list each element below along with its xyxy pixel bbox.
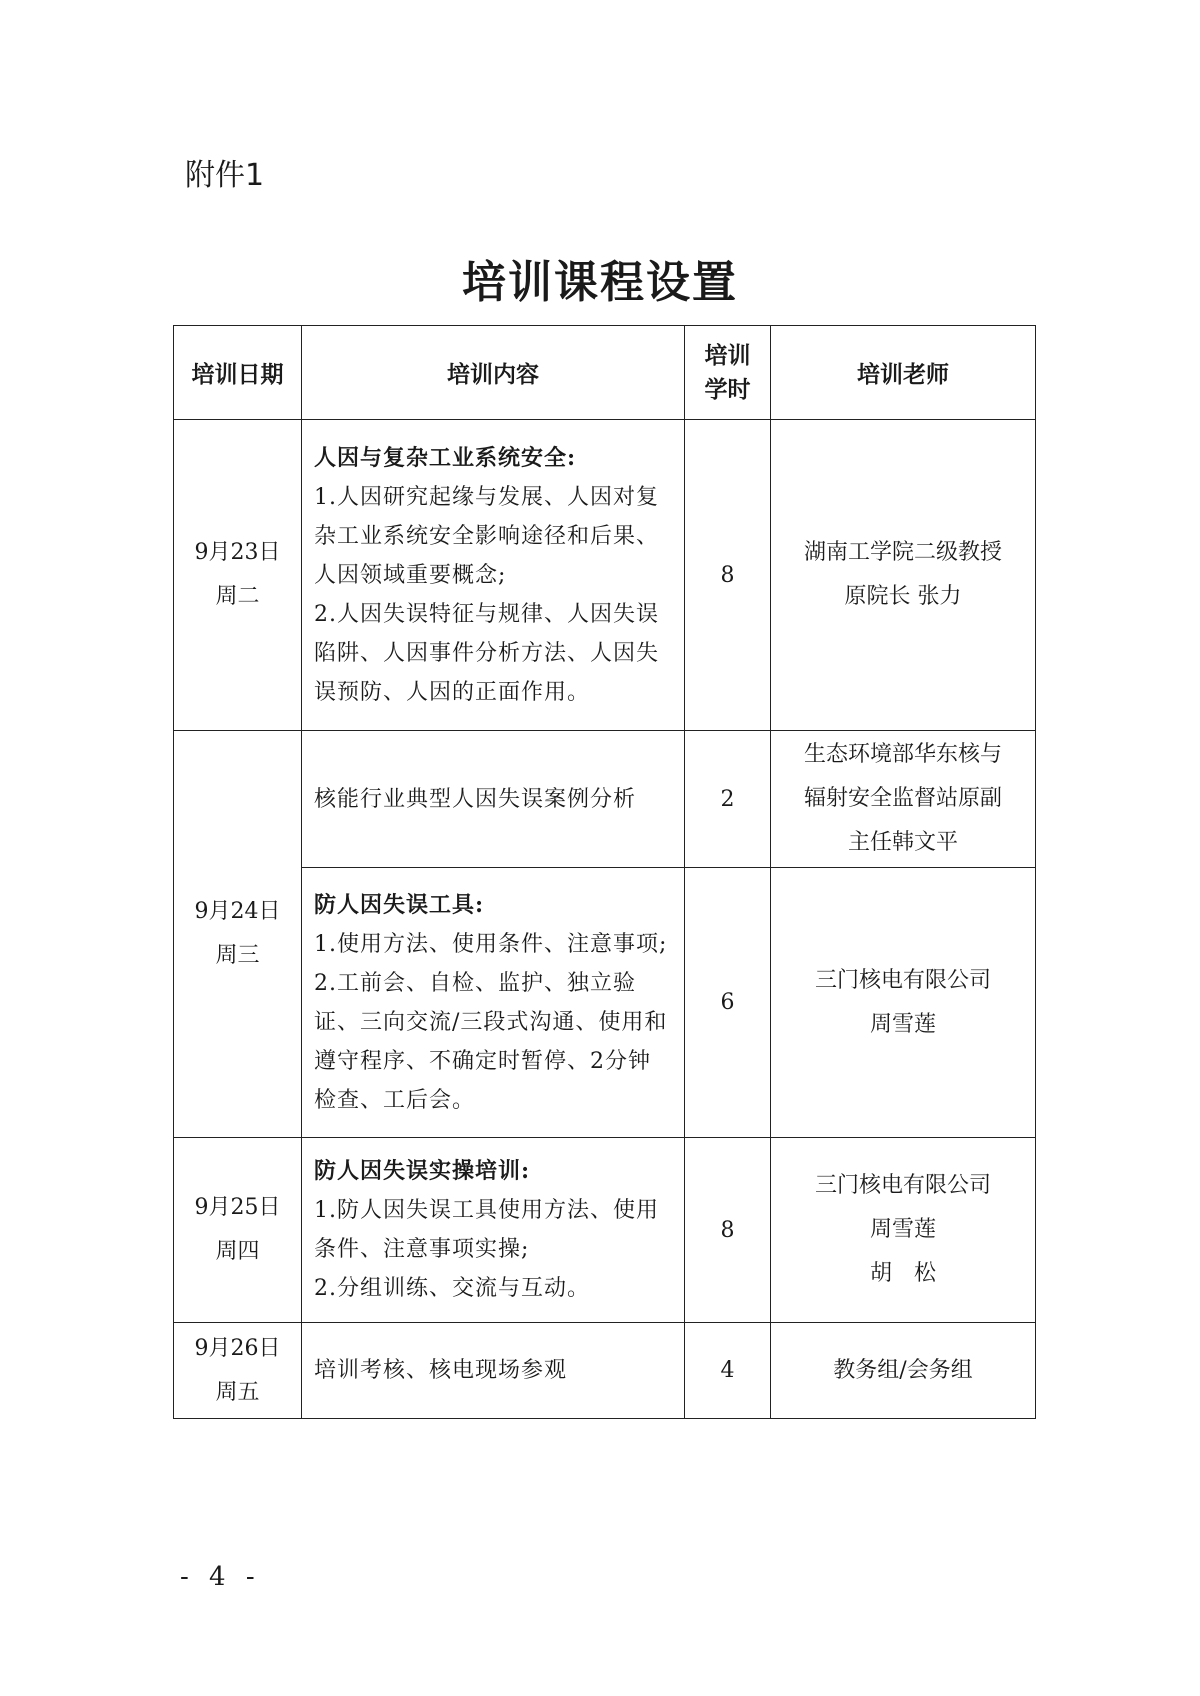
date-text: 9月24日 bbox=[194, 899, 281, 924]
header-hours-line1: 培训 bbox=[704, 341, 751, 369]
teacher-cell bbox=[771, 1138, 1036, 1323]
teacher-line: 湖南工学院二级教授 bbox=[803, 540, 1002, 565]
content-item: 2.工前会、自检、监护、独立验证、三向交流/三段式沟通、使用和遵守程序、不确定时暂停、2分钟检查、工后会。 bbox=[314, 970, 668, 1113]
teacher-line: 三门核电有限公司 bbox=[814, 1173, 991, 1198]
hours-cell: 8 bbox=[685, 420, 771, 731]
table-row bbox=[174, 1138, 1036, 1323]
content-item: 1.人因研究起缘与发展、人因对复杂工业系统安全影响途径和后果、人因领域重要概念; bbox=[314, 484, 660, 588]
content-cell: 核能行业典型人因失误案例分析 bbox=[302, 731, 685, 868]
content-item: 2.分组训练、交流与互动。 bbox=[314, 1276, 590, 1301]
date-text: 9月23日 bbox=[194, 540, 281, 565]
content-cell bbox=[302, 1138, 685, 1323]
table-row bbox=[174, 731, 1036, 868]
header-teacher: 培训老师 bbox=[771, 326, 1036, 420]
content-cell: 培训考核、核电现场参观 bbox=[302, 1323, 685, 1419]
teacher-line: 三门核电有限公司 bbox=[814, 967, 991, 993]
teacher-line: 生态环境部华东核与 bbox=[803, 742, 1002, 767]
teacher-line: 主任韩文平 bbox=[847, 830, 958, 855]
content-item: 1.使用方法、使用条件、注意事项; bbox=[314, 931, 668, 957]
table-row bbox=[174, 1323, 1036, 1419]
teacher-line: 辐射安全监督站原副 bbox=[803, 786, 1002, 811]
teacher-line: 原院长 张力 bbox=[844, 584, 962, 609]
header-content: 培训内容 bbox=[302, 326, 685, 420]
header-hours bbox=[685, 326, 771, 420]
hours-cell: 4 bbox=[685, 1323, 771, 1419]
course-table bbox=[173, 325, 1036, 1419]
teacher-cell bbox=[771, 868, 1036, 1138]
date-text: 9月26日 bbox=[194, 1335, 281, 1361]
date-cell bbox=[174, 1323, 302, 1419]
weekday-text: 周四 bbox=[215, 1239, 260, 1264]
teacher-line: 周雪莲 bbox=[869, 1011, 936, 1037]
table-header-row bbox=[174, 326, 1036, 420]
weekday-text: 周二 bbox=[215, 584, 260, 609]
content-heading: 防人因失误工具: bbox=[314, 891, 485, 918]
teacher-line: 胡 松 bbox=[869, 1261, 936, 1286]
teacher-cell bbox=[771, 731, 1036, 868]
date-cell bbox=[174, 731, 302, 1138]
hours-cell: 8 bbox=[685, 1138, 771, 1323]
teacher-cell bbox=[771, 1323, 1036, 1419]
date-text: 9月25日 bbox=[194, 1195, 281, 1220]
content-heading: 人因与复杂工业系统安全: bbox=[314, 444, 577, 471]
page-number: - 4 - bbox=[180, 1562, 261, 1592]
weekday-text: 周三 bbox=[215, 943, 260, 968]
hours-cell: 2 bbox=[685, 731, 771, 868]
teacher-line: 教务组/会务组 bbox=[833, 1357, 973, 1383]
date-cell bbox=[174, 1138, 302, 1323]
page-title: 培训课程设置 bbox=[462, 257, 738, 308]
table-row bbox=[174, 868, 1036, 1138]
date-cell bbox=[174, 420, 302, 731]
teacher-line: 周雪莲 bbox=[869, 1217, 936, 1242]
content-cell bbox=[302, 420, 685, 731]
header-hours-line2: 学时 bbox=[704, 375, 751, 403]
content-item: 1.防人因失误工具使用方法、使用条件、注意事项实操; bbox=[314, 1198, 659, 1262]
weekday-text: 周五 bbox=[215, 1379, 260, 1405]
content-cell bbox=[302, 868, 685, 1138]
table-row bbox=[174, 420, 1036, 731]
content-heading: 防人因失误实操培训: bbox=[314, 1158, 531, 1184]
teacher-cell bbox=[771, 420, 1036, 731]
content-item: 2.人因失误特征与规律、人因失误陷阱、人因事件分析方法、人因失误预防、人因的正面作用。 bbox=[314, 601, 660, 705]
header-date: 培训日期 bbox=[174, 326, 302, 420]
hours-cell: 6 bbox=[685, 868, 771, 1138]
attachment-label: 附件1 bbox=[185, 158, 265, 193]
